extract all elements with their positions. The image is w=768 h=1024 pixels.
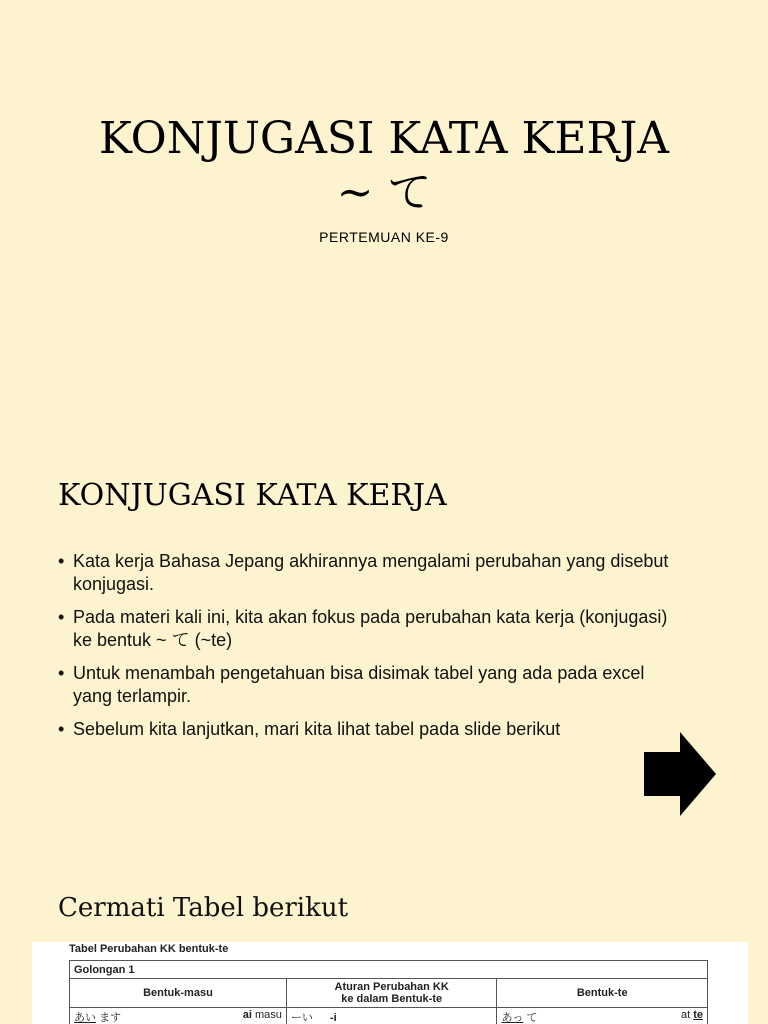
header-rule-line2: ke dalam Bentuk-te bbox=[341, 993, 443, 1005]
te-romaji-stem: at bbox=[680, 1009, 691, 1021]
kana-stem: あい bbox=[74, 1012, 96, 1024]
slide-title bbox=[0, 112, 768, 220]
kana-masu: ます bbox=[99, 1012, 122, 1024]
romaji-stem: ai bbox=[242, 1009, 252, 1021]
table-row bbox=[70, 1008, 708, 1024]
content-slide-title: KONJUGASI KATA KERJA bbox=[58, 478, 447, 513]
header-te: Bentuk-te bbox=[497, 979, 708, 1008]
te-romaji-te: te bbox=[693, 1009, 703, 1021]
slide-title-line1: KONJUGASI KATA KERJA bbox=[98, 113, 670, 164]
cell-te bbox=[497, 1008, 708, 1024]
conjugation-table bbox=[69, 960, 708, 1024]
cell-masu bbox=[70, 1008, 287, 1024]
slide-title-line2: ~ て bbox=[336, 167, 432, 218]
right-arrow-icon[interactable] bbox=[644, 732, 716, 816]
bullet-item: • Pada materi kali ini, kita akan fokus pada perubahan kata kerja (konjugasi) ke bentuk ~ て (~te) bbox=[58, 606, 678, 652]
bullet-list bbox=[58, 550, 678, 751]
bullet-item: • Sebelum kita lanjutkan, mari kita lihat tabel pada slide berikut bbox=[58, 718, 678, 741]
bullet-item: • Kata kerja Bahasa Jepang akhirannya mengalami perubahan yang disebut konjugasi. bbox=[58, 550, 678, 596]
table-group-row bbox=[70, 961, 708, 979]
te-kana-stem: あっ bbox=[501, 1012, 524, 1024]
table-caption: Tabel Perubahan KK bentuk-te bbox=[69, 943, 229, 955]
bullet-item: • Untuk menambah pengetahuan bisa disimak tabel yang ada pada excel yang terlampir. bbox=[58, 662, 678, 708]
header-rule-line1: Aturan Perubahan KK bbox=[334, 981, 449, 993]
table-header-row bbox=[70, 979, 708, 1008]
romaji-masu: masu bbox=[255, 1009, 282, 1021]
slide-subtitle: PERTEMUAN KE-9 bbox=[319, 229, 449, 245]
title-slide bbox=[0, 0, 768, 440]
header-rule bbox=[286, 979, 497, 1008]
table-slide bbox=[0, 860, 768, 1024]
cell-rule bbox=[286, 1008, 497, 1024]
rule-to: -i bbox=[329, 1012, 337, 1024]
table-group-label: Golongan 1 bbox=[70, 961, 708, 979]
content-slide bbox=[0, 440, 768, 860]
rule-from: ーい bbox=[290, 1012, 313, 1024]
table-image bbox=[32, 942, 748, 1024]
te-kana-te: て bbox=[526, 1012, 538, 1024]
table-slide-title: Cermati Tabel berikut bbox=[58, 893, 349, 923]
header-masu: Bentuk-masu bbox=[70, 979, 287, 1008]
